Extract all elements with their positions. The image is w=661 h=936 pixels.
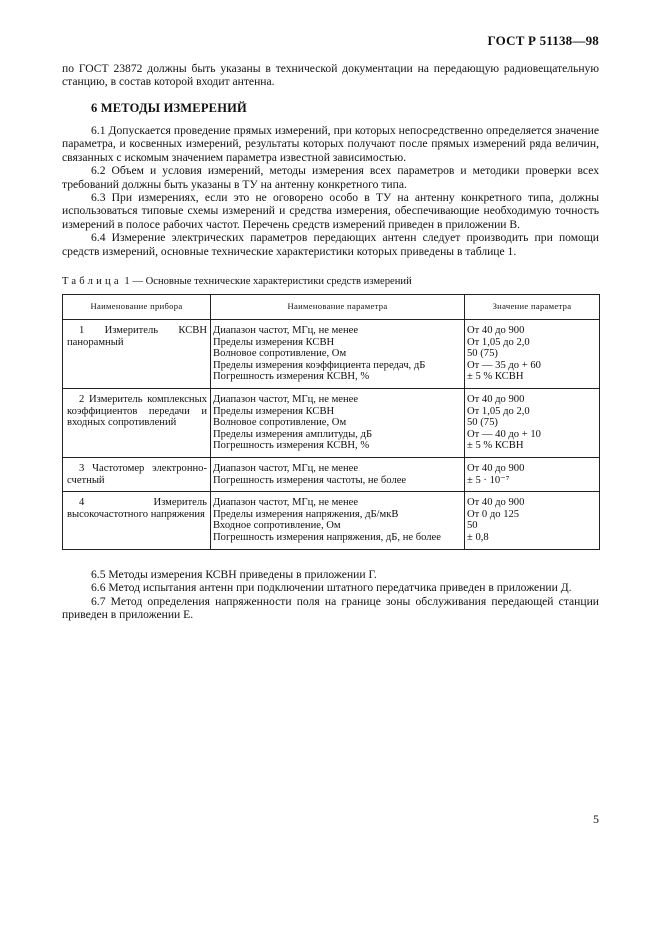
table-header-row: [63, 295, 600, 320]
value: От 1,05 до 2,0: [467, 336, 530, 348]
value: 50: [467, 520, 478, 532]
table-row: [63, 388, 600, 457]
paragraph-6-3: 6.3 При измерениях, если это не оговорено особо в ТУ на антенну конкретного типа, должны использоваться типовые схемы измерений и средства измерения, обеспечивающие необходимую точность измерений в полосе рабочих частот. Перечень средств измерений приведен в приложении В.: [62, 191, 599, 231]
value: 50 (75): [467, 348, 498, 360]
table-row: [63, 457, 600, 491]
value-cell: [465, 457, 600, 491]
parameter-cell: [211, 320, 465, 389]
parameter: Погрешность измерения КСВН, %: [213, 371, 370, 383]
device-name: 4 Измеритель высокочастотного напряжения: [67, 497, 207, 520]
device-cell: [63, 457, 211, 491]
parameter: Пределы измерения коэффициента передач, дБ: [213, 359, 426, 371]
device-cell: [63, 388, 211, 457]
standard-header: ГОСТ Р 51138—98: [487, 33, 599, 48]
parameter: Погрешность измерения частоты, не более: [213, 474, 407, 486]
table-caption-text: 1 — Основные технические характеристики средств измерений: [124, 276, 412, 287]
value: ± 5 % КСВН: [467, 371, 524, 383]
value: От 40 до 900: [467, 325, 525, 336]
closing-paragraphs: [62, 568, 599, 622]
header-device: Наименование прибора: [63, 295, 211, 320]
value: От 40 до 900: [467, 462, 525, 474]
value: ± 5 · 10⁻⁷: [467, 474, 510, 486]
value: ± 5 % КСВН: [467, 440, 524, 452]
value: ± 0,8: [467, 531, 489, 543]
paragraph-6-1: 6.1 Допускается проведение прямых измерений, при которых непосредственно определяется значение параметра, и косвенных измерений, результаты которых получают после прямых измерений ряда величин, связанных с искомым значением параметра известной зависимостью.: [62, 124, 599, 164]
parameter-cell: [211, 388, 465, 457]
parameter: Диапазон частот, МГц, не менее: [213, 393, 359, 405]
parameter-cell: [211, 492, 465, 549]
value-cell: [465, 492, 600, 549]
section-body: [62, 124, 599, 258]
value: От — 40 до + 10: [467, 428, 541, 440]
value: От 1,05 до 2,0: [467, 405, 530, 417]
intro-paragraph: [62, 62, 599, 89]
intro-text: по ГОСТ 23872 должны быть указаны в технической документации на передающую радиовещательную станцию, в состав которой входит антенна.: [62, 62, 599, 89]
page-number: 5: [593, 812, 599, 826]
section-title: 6 МЕТОДЫ ИЗМЕРЕНИЙ: [91, 101, 247, 115]
device-cell: [63, 492, 211, 549]
device-name: 3 Частотомер электронно-счетный: [67, 462, 207, 486]
parameter: Пределы измерения КСВН: [213, 336, 335, 348]
value: От 40 до 900: [467, 497, 525, 509]
paragraph-6-7: 6.7 Метод определения напряженности поля на границе зоны обслуживания передающей станции приведен в приложении Е.: [62, 594, 599, 622]
paragraph-6-2: 6.2 Объем и условия измерений, методы измерения всех параметров и методики проверки всех требований должны быть указаны в ТУ на антенну конкретного типа.: [62, 164, 599, 191]
parameter: Пределы измерения напряжения, дБ/мкВ: [213, 508, 399, 520]
table-caption-label: Таблица: [62, 276, 122, 287]
value: 50 (75): [467, 417, 498, 429]
value-cell: [465, 388, 600, 457]
parameter: Пределы измерения амплитуды, дБ: [213, 428, 373, 440]
value: От 0 до 125: [467, 508, 520, 520]
device-name: 1 Измеритель КСВН панорамный: [67, 325, 207, 348]
header-value: Значение параметра: [465, 295, 600, 320]
parameter: Волновое сопротивление, Ом: [213, 348, 347, 360]
header-parameter: Наименование параметра: [211, 295, 465, 320]
parameter: Диапазон частот, МГц, не менее: [213, 325, 359, 336]
table-caption: [62, 276, 412, 287]
value-cell: [465, 320, 600, 389]
parameter: Волновое сопротивление, Ом: [213, 417, 347, 429]
parameter: Погрешность измерения КСВН, %: [213, 440, 370, 452]
paragraph-6-6: 6.6 Метод испытания антенн при подключении штатного передатчика приведен в приложении Д.: [91, 581, 572, 595]
instruments-table: [62, 294, 600, 550]
value: От 40 до 900: [467, 393, 525, 405]
value: От — 35 до + 60: [467, 359, 541, 371]
parameter: Входное сопротивление, Ом: [213, 520, 341, 532]
paragraph-6-5: 6.5 Методы измерения КСВН приведены в приложении Г.: [91, 568, 377, 581]
table-row: [63, 320, 600, 389]
parameter: Диапазон частот, МГц, не менее: [213, 497, 359, 509]
device-name: 2 Измеритель комплексных коэффициентов передачи и входных сопротивлений: [67, 393, 207, 429]
table-row: [63, 492, 600, 549]
parameter: Диапазон частот, МГц, не менее: [213, 462, 359, 474]
parameter: Погрешность измерения напряжения, дБ, не более: [213, 531, 441, 543]
parameter-cell: [211, 457, 465, 491]
parameter: Пределы измерения КСВН: [213, 405, 335, 417]
device-cell: [63, 320, 211, 389]
paragraph-6-4: 6.4 Измерение электрических параметров передающих антенн следует производить при помощи средств измерений, основные технические характеристики которых приведены в таблице 1.: [62, 231, 599, 258]
